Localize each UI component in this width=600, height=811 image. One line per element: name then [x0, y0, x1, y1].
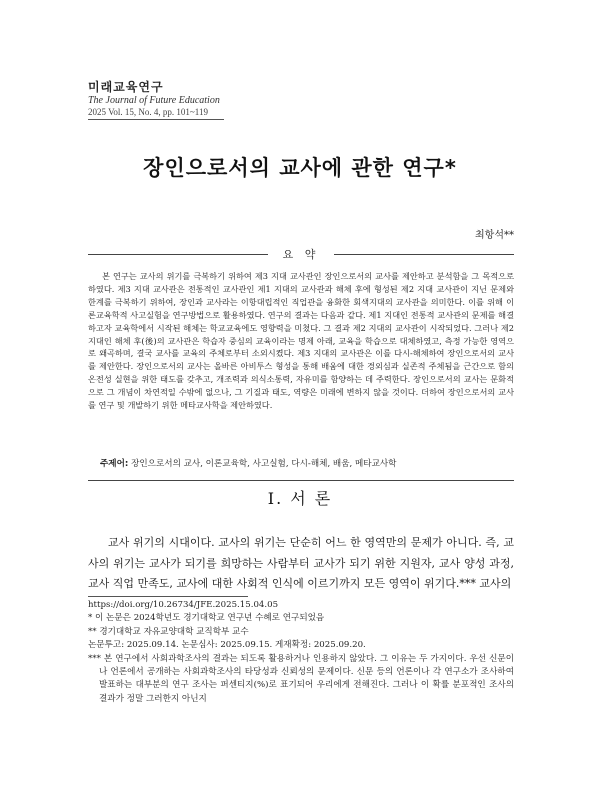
journal-english-name: The Journal of Future Education: [88, 95, 220, 106]
paper-title: 장인으로서의 교사에 관한 연구*: [143, 156, 457, 180]
abstract-bottom-rule: [88, 480, 514, 481]
footnote-rule: [88, 596, 248, 597]
footnote-1: * 이 논문은 2024학년도 경기대학교 연구년 수혜로 연구되었음: [88, 613, 325, 624]
footnote-2: ** 경기대학교 자유교양대학 교직학부 교수: [88, 626, 249, 637]
journal-name: 미래교육연구: [88, 80, 164, 94]
abstract-heading: 요 약: [282, 248, 320, 261]
keywords: [100, 457, 396, 469]
footnote-3: *** 본 연구에서 사회과학조사의 결과는 되도록 활용하거나 인용하지 않았다. 그 이유는 두 가지이다. 우선 신문이나 언론에서 공개하는 사회과학조사의 타당성과 신뢰성의 문제이다. 신문 등의 언론이나 각 연구소가 조사하여 발표하는 대부분의 연구 조사는 퍼센티지(%)로 표기되어 우리에게 전해진다. 그러나 이 확률 분포적인 조사의 결과가 정말 그러한지 아닌지: [88, 653, 514, 704]
doi-link[interactable]: https://doi.org/10.26734/JFE.2025.15.04.05: [88, 600, 279, 610]
abstract-rule-right: [334, 254, 514, 255]
abstract-heading-bar: [88, 246, 514, 262]
section-title: Ⅰ. 서 론: [267, 489, 333, 508]
journal-volume: 2025 Vol. 15, No. 4, pp. 101~119: [88, 107, 208, 117]
keywords-text: 장인으로서의 교사, 이론교육학, 사고실험, 다시-해체, 배움, 메타교사학: [131, 459, 397, 469]
author: 최항석**: [475, 230, 514, 241]
journal-header: [88, 78, 224, 120]
body-paragraph: 교사 위기의 시대이다. 교사의 위기는 단순히 어느 한 영역만의 문제가 아니다. 즉, 교사의 위기는 교사가 되기를 희망하는 사람부터 교사가 되기 위한 지원자, 교사 양성 과정, 교사 직업 만족도, 교사에 대한 사회적 인식에 이르기까지 모든 영역이 위기다.*** 교사의: [88, 536, 514, 590]
keywords-label: 주제어:: [100, 459, 129, 469]
footnotes: [88, 599, 514, 706]
submission-dates: 논문투고: 2025.09.14. 논문심사: 2025.09.15. 게재확정: 2025.09.20.: [88, 640, 366, 651]
abstract-text: 본 연구는 교사의 위기를 극복하기 위하여 제3 지대 교사관인 장인으로서의 교사를 제안하고 분석함을 그 목적으로 하였다. 제3 지대 교사관은 전통적인 교사관인 제1 지대의 교사관과 해체 후에 형성된 제2 지대 교사관이 지닌 문제와 한계를 극복하기 위하여, 장인과 교사라는 이항대립적인 직업관을 융화한 회색지대의 교사관을 의미한다. 이를 위해 이론교육학적 사고실험을 연구방법으로 활용하였다. 연구의 결과는 다음과 같다. 제1 지대인 전통적 교사관의 문제를 해결하고자 교육학에서 시작된 해체는 학교교육에도 영향력을 미쳤다. 그 결과 제2 지대의 교사관이 시작되었다. 그러나 제2 지대인 해체 후(後)의 교사관은 학습자 중심의 교육이라는 명제 아래, 교육을 학습으로 대체하였고, 측정 가능한 영역으로 왜곡하며, 결국 교사를 교육의 주체로부터 소외시켰다. 제3 지대의 교사관은 이를 다시-해체하여 장인으로서의 교사를 제안한다. 장인으로서의 교사는 올바른 아비투스 형성을 통해 배움에 대한 경외심과 실존적 주체됨을 근간으로 함의 온전성 실현을 위한 태도를 갖추고, 개조력과 의식소통력, 자유미를 함양하는 데 주력한다. 장인으로서의 교사는 문화적으로 그 개념이 차연적일 수밖에 없으나, 그 기질과 태도, 역량은 미래에 변하지 않을 것이다. 더하여 장인으로서의 교사를 연구 및 개발하기 위한 메타교사학을 제안하였다.: [88, 271, 514, 411]
